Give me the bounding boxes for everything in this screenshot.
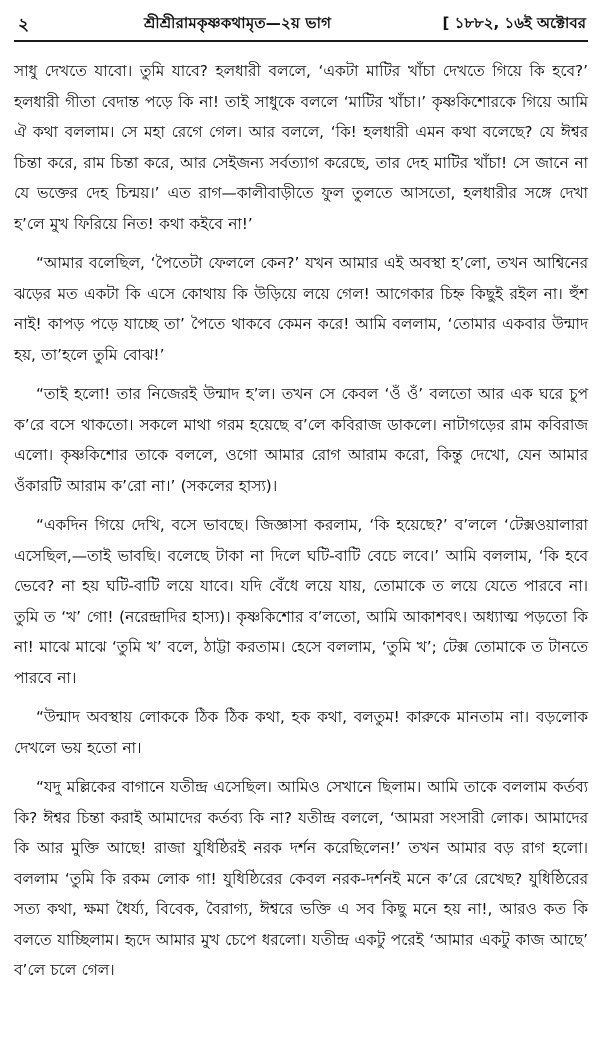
running-header: [14, 6, 588, 42]
paragraph: “আমার বলেছিল, ‘পৈতেটা ফেললে কেন?’ যখন আমার এই অবস্থা হ’লো, তখন আশ্বিনের ঝড়ের মত একটা কি এসে কোথায় কি উড়িয়ে লয়ে গেল! আগেকার চিহ্ন কিছুই রইল না। হুঁশ নাই! কাপড় পড়ে যাচ্ছে তা’ পৈতে থাকবে কেমন করে! আমি বললাম, ‘তোমার একবার উন্মাদ হয়, তা’হলে তুমি বোঝ!’: [14, 254, 588, 364]
running-title: শ্রীশ্রীরামকৃষ্ণকথামৃত—২য় ভাগ: [144, 14, 332, 32]
paragraph: “উন্মাদ অবস্থায় লোককে ঠিক ঠিক কথা, হক কথা, বলতুম! কারুকে মানতাম না। বড়লোক দেখলে ভয় হতো না।: [14, 708, 588, 757]
paragraph: সাধু দেখতে যাবো। তুমি যাবে? হলধারী বললে, ‘একটা মাটির খাঁচা দেখতে গিয়ে কি হবে?’ হলধারী গীতা বেদান্ত পড়ে কি না! তাই সাধুকে বললে ‘মাটির খাঁচা।’ কৃষ্ণকিশোরকে গিয়ে আমি ঐ কথা বললাম। সে মহা রেগে গেল। আর বললে, ‘কি! হলধারী এমন কথা বলেছে? যে ঈশ্বর চিন্তা করে, রাম চিন্তা করে, আর সেইজন্য সর্বত্যাগ করেছে, তার দেহ মাটির খাঁচা! সে জানে না যে ভক্তের দেহ চিন্ময়।’ এত রাগ—কালীবাড়ীতে ফুল তুলতে আসতো, হলধারীর সঙ্গে দেখা হ’লে মুখ ফিরিয়ে নিত! কথা কইবে না!’: [14, 62, 588, 233]
page-body: [14, 42, 588, 986]
paragraph: “যদু মল্লিকের বাগানে যতীন্দ্র এসেছিল। আমিও সেখানে ছিলাম। আমি তাকে বললাম কর্তব্য কি? ঈশ্বর চিন্তা করাই আমাদের কর্তব্য কি না? যতীন্দ্র বললে, ‘আমরা সংসারী লোক। আমাদের কি আর মুক্তি আছে! রাজা যুধিষ্ঠিরই নরক দর্শন করেছিলেন!’ তখন আমার বড় রাগ হলো। বললাম ‘তুমি কি রকম লোক গা! যুধিষ্ঠিরের কেবল নরক-দর্শনই মনে ক’রে রেখেছ? যুধিষ্ঠিরের সত্য কথা, ক্ষমা ধৈর্য্য, বিবেক, বৈরাগ্য, ঈশ্বরে ভক্তি এ সব কিছু মনে হয় না!, আরও কত কি বলতে যাচ্ছিলাম। হৃদে আমার মুখ চেপে ধরলো। যতীন্দ্র একটু পরেই ‘আমার একটু কাজ আছে’ ব’লে চলে গেল।: [14, 778, 588, 979]
paragraph: “তাই হলো! তার নিজেরই উন্মাদ হ’ল। তখন সে কেবল ‘ওঁ ওঁ’ বলতো আর এক ঘরে চুপ ক’রে বসে থাকতো। সকলে মাথা গরম হয়েছে ব’লে কবিরাজ ডাকলে। নাটাগড়ের রাম কবিরাজ এলো। কৃষ্ণকিশোর তাকে বললে, ওগো আমার রোগ আরাম করো, কিন্তু দেখো, যেন আমার ওঁকারটি আরাম ক’রো না।’ (সকলের হাস্য)।: [14, 385, 588, 495]
paragraph: “একদিন গিয়ে দেখি, বসে ভাবছে। জিজ্ঞাসা করলাম, ‘কি হয়েছে?’ ব’ললে ‘টেক্সওয়ালারা এসেছিল,—তাই ভাবছি। বলেছে টাকা না দিলে ঘটি-বাটি বেচে লবে।’ আমি বললাম, ‘কি হবে ভেবে? না হয় ঘটি-বাটি লয়ে যাবে। যদি বেঁধে লয়ে যায়, তোমাকে ত লয়ে যেতে পারবে না। তুমি ত ‘খ’ গো! (নরেন্দ্রাদির হাস্য)। কৃষ্ণকিশোর ব’লতো, আমি আকাশবৎ। অধ্যাত্ম পড়তো কি না! মাঝে মাঝে ‘তুমি খ’ বলে, ঠাট্টা করতাম। হেসে বললাম, ‘তুমি খ’; টেক্স তোমাকে ত টানতে পারবে না।: [14, 516, 588, 687]
page-number: ২: [18, 15, 30, 35]
running-date: [ ১৮৮২, ১৬ই অক্টোবর: [442, 14, 586, 32]
